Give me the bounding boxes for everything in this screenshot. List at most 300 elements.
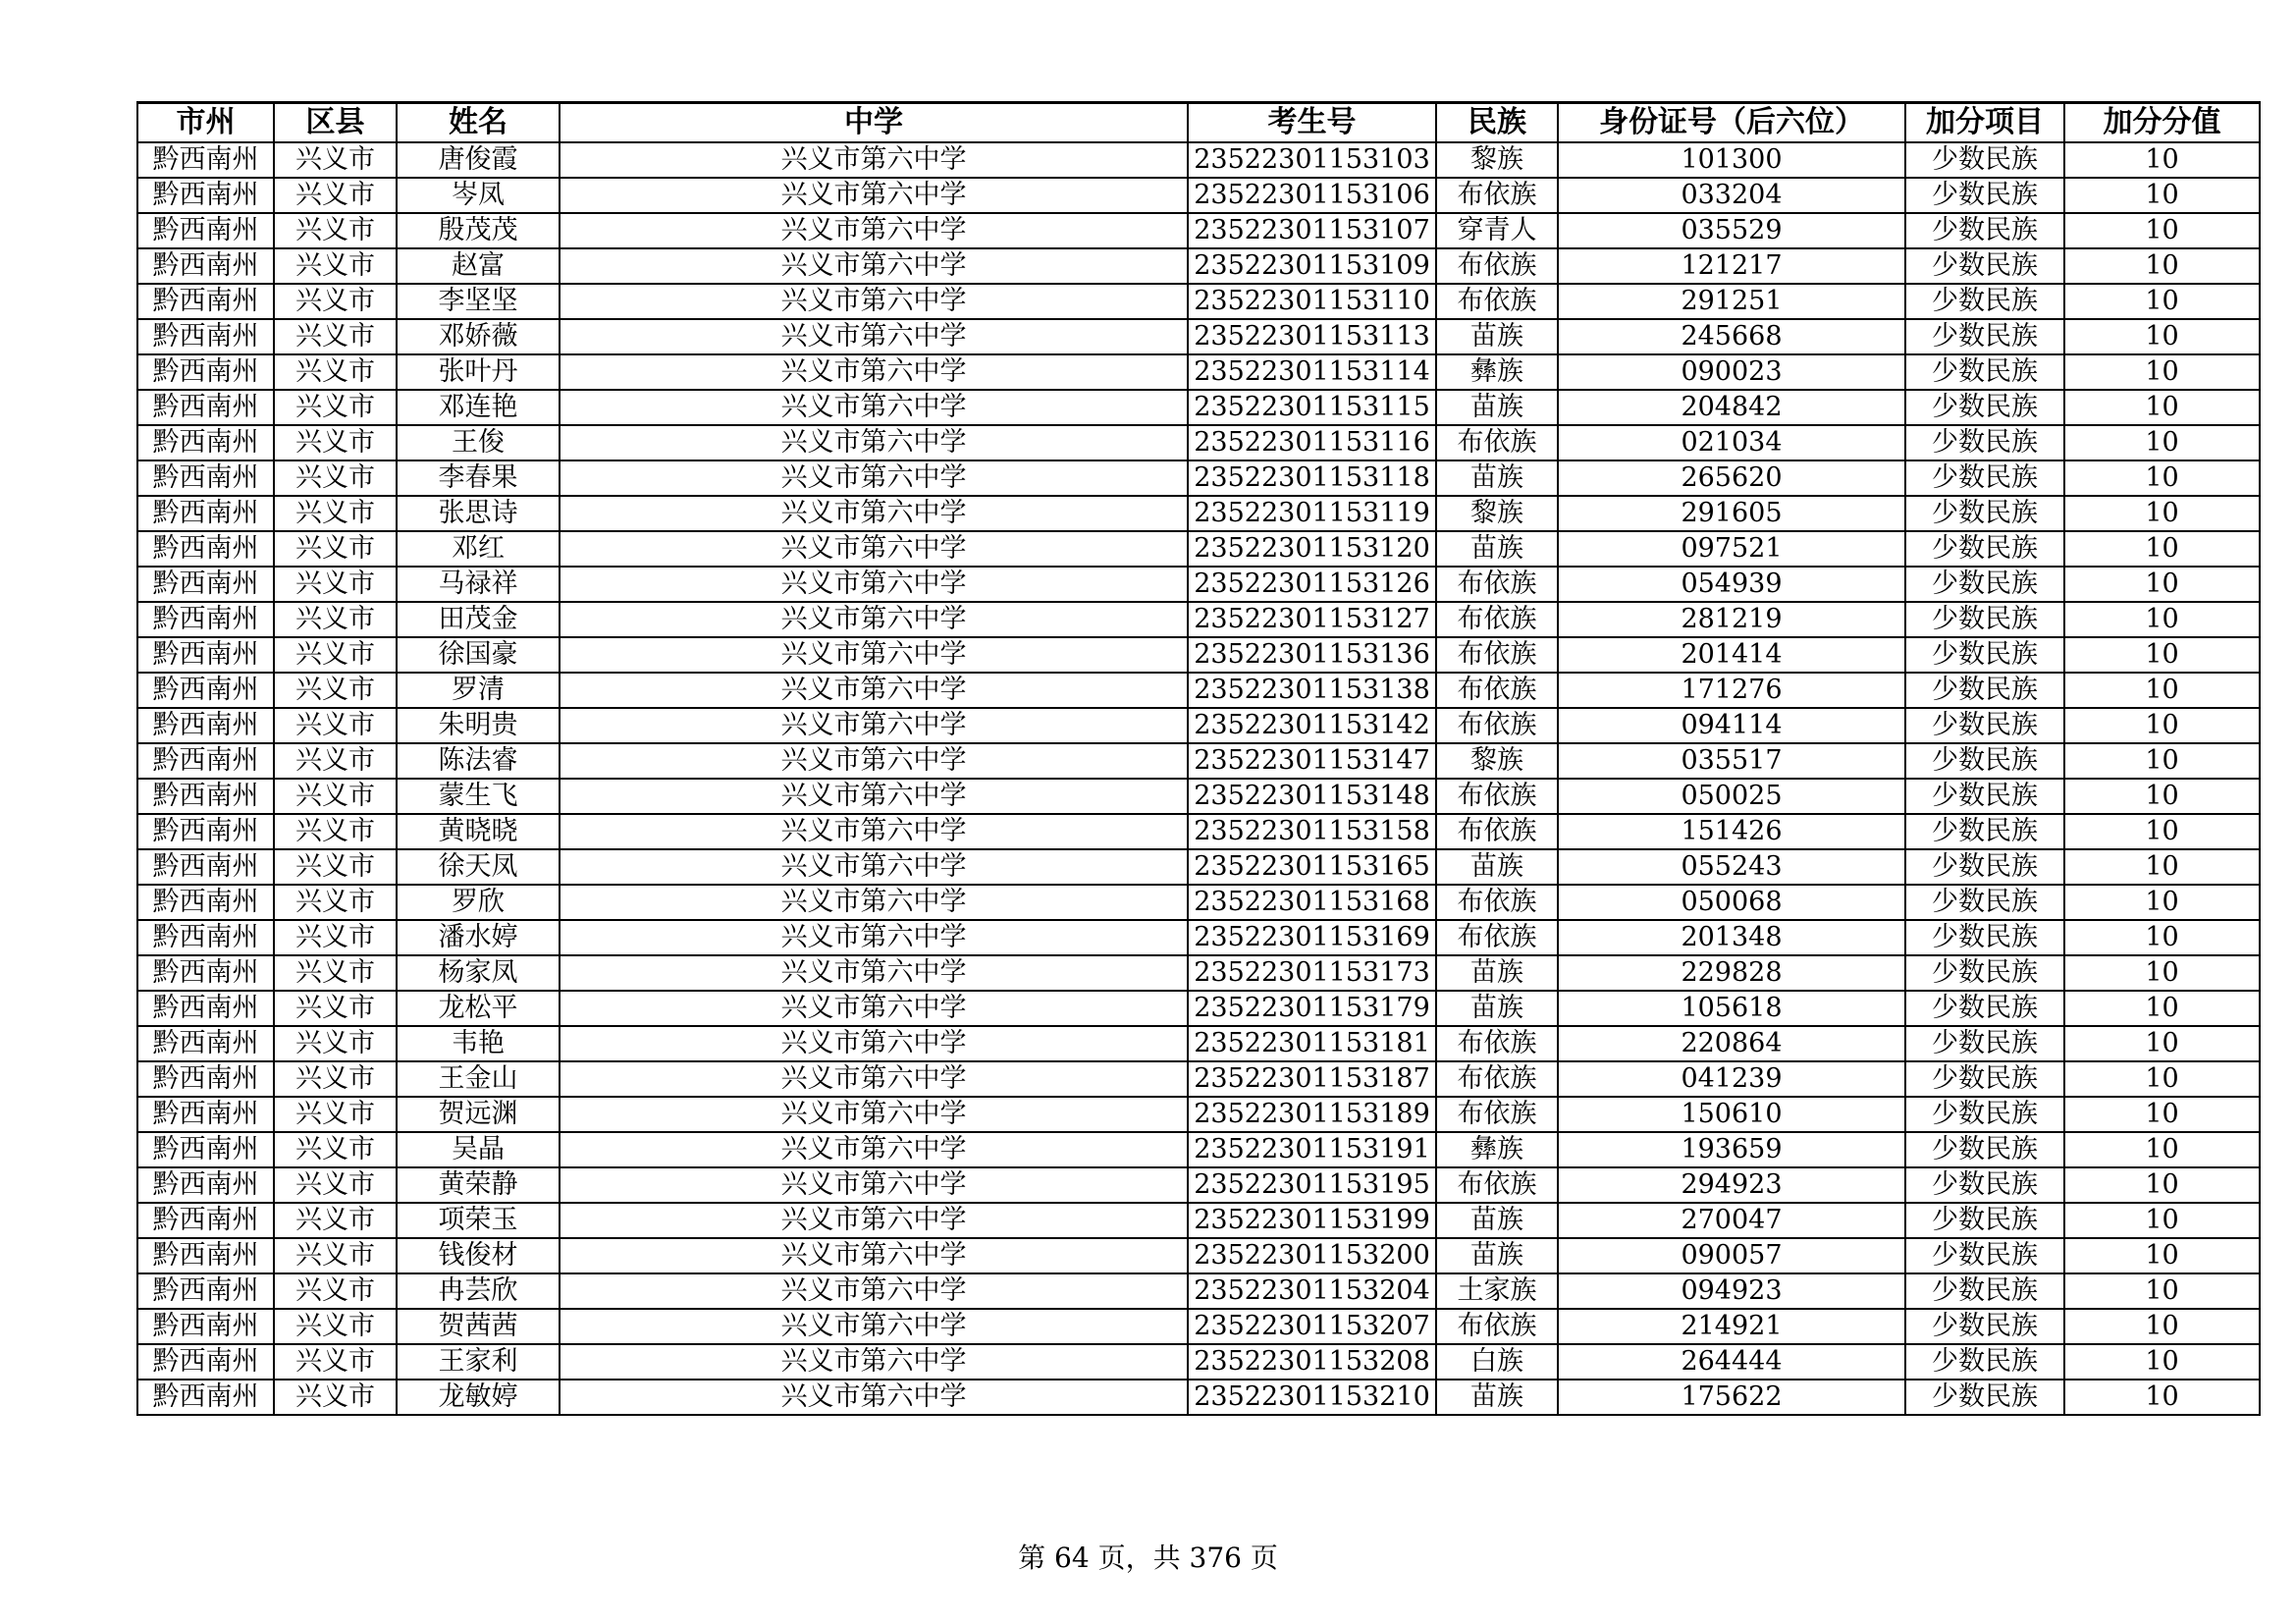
cell-county: 兴义市 [274,885,397,920]
cell-bonus-item: 少数民族 [1905,1238,2064,1273]
header-school: 中学 [560,103,1188,143]
cell-bonus-value: 10 [2064,743,2260,779]
cell-school: 兴义市第六中学 [560,390,1188,425]
cell-school: 兴义市第六中学 [560,1238,1188,1273]
cell-bonus-item: 少数民族 [1905,1167,2064,1203]
cell-bonus-value: 10 [2064,425,2260,460]
cell-exam-number: 23522301153127 [1188,602,1436,637]
cell-city: 黔西南州 [137,991,274,1026]
cell-id-last-six: 204842 [1558,390,1905,425]
cell-name: 冉芸欣 [397,1273,560,1309]
cell-city: 黔西南州 [137,354,274,390]
cell-city: 黔西南州 [137,1097,274,1132]
cell-id-last-six: 055243 [1558,849,1905,885]
cell-county: 兴义市 [274,602,397,637]
cell-bonus-item: 少数民族 [1905,531,2064,567]
cell-name: 罗欣 [397,885,560,920]
footer-prefix: 第 [1018,1542,1055,1574]
cell-bonus-item: 少数民族 [1905,1309,2064,1344]
cell-name: 唐俊霞 [397,142,560,178]
table-row [137,142,2260,178]
cell-name: 韦艳 [397,1026,560,1061]
cell-city: 黔西南州 [137,284,274,319]
cell-county: 兴义市 [274,1273,397,1309]
cell-bonus-value: 10 [2064,496,2260,531]
cell-name: 黄荣静 [397,1167,560,1203]
cell-county: 兴义市 [274,779,397,814]
cell-bonus-item: 少数民族 [1905,425,2064,460]
cell-city: 黔西南州 [137,425,274,460]
cell-id-last-six: 201414 [1558,637,1905,673]
cell-bonus-item: 少数民族 [1905,849,2064,885]
cell-bonus-item: 少数民族 [1905,354,2064,390]
header-ethnicity: 民族 [1436,103,1558,143]
cell-exam-number: 23522301153107 [1188,213,1436,248]
cell-county: 兴义市 [274,284,397,319]
cell-ethnicity: 穿青人 [1436,213,1558,248]
cell-ethnicity: 白族 [1436,1344,1558,1380]
cell-city: 黔西南州 [137,814,274,849]
cell-name: 徐国豪 [397,637,560,673]
cell-bonus-item: 少数民族 [1905,1380,2064,1415]
table-row [137,1380,2260,1415]
cell-bonus-value: 10 [2064,779,2260,814]
header-bonus-value: 加分分值 [2064,103,2260,143]
cell-bonus-item: 少数民族 [1905,248,2064,284]
table-row [137,779,2260,814]
cell-exam-number: 23522301153189 [1188,1097,1436,1132]
table-row [137,814,2260,849]
cell-bonus-item: 少数民族 [1905,1132,2064,1167]
cell-exam-number: 23522301153118 [1188,460,1436,496]
cell-bonus-item: 少数民族 [1905,1344,2064,1380]
cell-name: 陈法睿 [397,743,560,779]
cell-id-last-six: 151426 [1558,814,1905,849]
cell-exam-number: 23522301153113 [1188,319,1436,354]
table-row [137,991,2260,1026]
cell-exam-number: 23522301153109 [1188,248,1436,284]
cell-id-last-six: 220864 [1558,1026,1905,1061]
cell-school: 兴义市第六中学 [560,496,1188,531]
cell-exam-number: 23522301153179 [1188,991,1436,1026]
table-header [137,103,2260,143]
cell-exam-number: 23522301153195 [1188,1167,1436,1203]
cell-exam-number: 23522301153110 [1188,284,1436,319]
cell-school: 兴义市第六中学 [560,425,1188,460]
cell-county: 兴义市 [274,1203,397,1238]
cell-bonus-item: 少数民族 [1905,637,2064,673]
table-row [137,1238,2260,1273]
cell-name: 王俊 [397,425,560,460]
table-row [137,425,2260,460]
cell-ethnicity: 布依族 [1436,814,1558,849]
cell-city: 黔西南州 [137,1203,274,1238]
table-row [137,708,2260,743]
cell-exam-number: 23522301153208 [1188,1344,1436,1380]
cell-bonus-value: 10 [2064,531,2260,567]
cell-school: 兴义市第六中学 [560,637,1188,673]
cell-ethnicity: 布依族 [1436,178,1558,213]
cell-id-last-six: 291251 [1558,284,1905,319]
cell-city: 黔西南州 [137,319,274,354]
cell-id-last-six: 294923 [1558,1167,1905,1203]
cell-school: 兴义市第六中学 [560,354,1188,390]
cell-school: 兴义市第六中学 [560,1061,1188,1097]
cell-county: 兴义市 [274,425,397,460]
cell-bonus-value: 10 [2064,1026,2260,1061]
cell-bonus-item: 少数民族 [1905,284,2064,319]
table-body [137,142,2260,1415]
cell-ethnicity: 布依族 [1436,885,1558,920]
cell-id-last-six: 050068 [1558,885,1905,920]
cell-exam-number: 23522301153136 [1188,637,1436,673]
cell-school: 兴义市第六中学 [560,743,1188,779]
cell-school: 兴义市第六中学 [560,567,1188,602]
table-row [137,1344,2260,1380]
cell-ethnicity: 苗族 [1436,460,1558,496]
cell-bonus-value: 10 [2064,1061,2260,1097]
cell-ethnicity: 彝族 [1436,354,1558,390]
cell-bonus-value: 10 [2064,1344,2260,1380]
cell-exam-number: 23522301153191 [1188,1132,1436,1167]
cell-school: 兴义市第六中学 [560,248,1188,284]
cell-bonus-item: 少数民族 [1905,708,2064,743]
cell-school: 兴义市第六中学 [560,1026,1188,1061]
cell-school: 兴义市第六中学 [560,779,1188,814]
cell-bonus-item: 少数民族 [1905,814,2064,849]
header-county: 区县 [274,103,397,143]
cell-county: 兴义市 [274,1061,397,1097]
header-name: 姓名 [397,103,560,143]
table-row [137,1132,2260,1167]
cell-ethnicity: 布依族 [1436,425,1558,460]
cell-city: 黔西南州 [137,567,274,602]
cell-bonus-item: 少数民族 [1905,1026,2064,1061]
cell-bonus-item: 少数民族 [1905,885,2064,920]
cell-school: 兴义市第六中学 [560,849,1188,885]
cell-id-last-six: 150610 [1558,1097,1905,1132]
cell-ethnicity: 布依族 [1436,1061,1558,1097]
cell-id-last-six: 050025 [1558,779,1905,814]
cell-name: 邓连艳 [397,390,560,425]
cell-bonus-value: 10 [2064,955,2260,991]
cell-id-last-six: 291605 [1558,496,1905,531]
table-row [137,1097,2260,1132]
cell-city: 黔西南州 [137,743,274,779]
cell-bonus-item: 少数民族 [1905,955,2064,991]
cell-school: 兴义市第六中学 [560,885,1188,920]
cell-ethnicity: 布依族 [1436,673,1558,708]
cell-id-last-six: 171276 [1558,673,1905,708]
cell-bonus-item: 少数民族 [1905,1061,2064,1097]
cell-ethnicity: 土家族 [1436,1273,1558,1309]
cell-exam-number: 23522301153120 [1188,531,1436,567]
cell-ethnicity: 布依族 [1436,248,1558,284]
cell-bonus-item: 少数民族 [1905,319,2064,354]
cell-county: 兴义市 [274,531,397,567]
cell-id-last-six: 090023 [1558,354,1905,390]
cell-exam-number: 23522301153148 [1188,779,1436,814]
cell-city: 黔西南州 [137,849,274,885]
cell-name: 项荣玉 [397,1203,560,1238]
cell-ethnicity: 黎族 [1436,142,1558,178]
cell-county: 兴义市 [274,708,397,743]
cell-county: 兴义市 [274,1380,397,1415]
cell-exam-number: 23522301153103 [1188,142,1436,178]
table-row [137,213,2260,248]
cell-id-last-six: 105618 [1558,991,1905,1026]
cell-bonus-item: 少数民族 [1905,1273,2064,1309]
cell-city: 黔西南州 [137,213,274,248]
cell-school: 兴义市第六中学 [560,1132,1188,1167]
cell-school: 兴义市第六中学 [560,814,1188,849]
cell-id-last-six: 270047 [1558,1203,1905,1238]
cell-city: 黔西南州 [137,1273,274,1309]
cell-bonus-value: 10 [2064,1238,2260,1273]
cell-ethnicity: 布依族 [1436,567,1558,602]
cell-ethnicity: 苗族 [1436,531,1558,567]
cell-school: 兴义市第六中学 [560,673,1188,708]
cell-ethnicity: 布依族 [1436,708,1558,743]
cell-name: 李春果 [397,460,560,496]
header-city: 市州 [137,103,274,143]
cell-name: 黄晓晓 [397,814,560,849]
table-row [137,354,2260,390]
cell-county: 兴义市 [274,955,397,991]
header-id-last-six: 身份证号（后六位） [1558,103,1905,143]
cell-city: 黔西南州 [137,1309,274,1344]
cell-exam-number: 23522301153181 [1188,1026,1436,1061]
cell-bonus-value: 10 [2064,142,2260,178]
cell-name: 邓娇薇 [397,319,560,354]
footer-page-number: 64 [1054,1542,1090,1574]
cell-bonus-value: 10 [2064,673,2260,708]
cell-id-last-six: 121217 [1558,248,1905,284]
cell-exam-number: 23522301153165 [1188,849,1436,885]
cell-county: 兴义市 [274,460,397,496]
cell-county: 兴义市 [274,1097,397,1132]
cell-exam-number: 23522301153168 [1188,885,1436,920]
cell-city: 黔西南州 [137,955,274,991]
cell-name: 杨家凤 [397,955,560,991]
cell-county: 兴义市 [274,673,397,708]
cell-name: 岑凤 [397,178,560,213]
cell-name: 徐天凤 [397,849,560,885]
cell-city: 黔西南州 [137,920,274,955]
cell-county: 兴义市 [274,1238,397,1273]
cell-name: 吴晶 [397,1132,560,1167]
cell-name: 田茂金 [397,602,560,637]
cell-bonus-value: 10 [2064,637,2260,673]
page-footer [0,1537,2296,1576]
cell-name: 赵富 [397,248,560,284]
cell-id-last-six: 229828 [1558,955,1905,991]
cell-bonus-value: 10 [2064,1309,2260,1344]
table-row [137,567,2260,602]
cell-city: 黔西南州 [137,602,274,637]
cell-bonus-value: 10 [2064,248,2260,284]
cell-bonus-value: 10 [2064,213,2260,248]
cell-ethnicity: 布依族 [1436,1026,1558,1061]
cell-exam-number: 23522301153200 [1188,1238,1436,1273]
table-row [137,637,2260,673]
cell-county: 兴义市 [274,496,397,531]
cell-school: 兴义市第六中学 [560,1097,1188,1132]
table-row [137,1061,2260,1097]
cell-bonus-value: 10 [2064,920,2260,955]
cell-school: 兴义市第六中学 [560,460,1188,496]
cell-name: 贺茜茜 [397,1309,560,1344]
header-bonus-item: 加分项目 [1905,103,2064,143]
cell-id-last-six: 094114 [1558,708,1905,743]
cell-exam-number: 23522301153116 [1188,425,1436,460]
cell-id-last-six: 193659 [1558,1132,1905,1167]
cell-bonus-value: 10 [2064,390,2260,425]
cell-county: 兴义市 [274,1309,397,1344]
cell-exam-number: 23522301153138 [1188,673,1436,708]
table-row [137,955,2260,991]
table-row [137,496,2260,531]
cell-school: 兴义市第六中学 [560,1309,1188,1344]
cell-county: 兴义市 [274,637,397,673]
cell-exam-number: 23522301153187 [1188,1061,1436,1097]
bonus-points-table [136,101,2261,1416]
cell-ethnicity: 黎族 [1436,743,1558,779]
cell-id-last-six: 033204 [1558,178,1905,213]
cell-name: 张思诗 [397,496,560,531]
header-exam-number: 考生号 [1188,103,1436,143]
footer-total-pages: 376 [1189,1542,1242,1574]
cell-county: 兴义市 [274,248,397,284]
cell-id-last-six: 214921 [1558,1309,1905,1344]
cell-name: 蒙生飞 [397,779,560,814]
cell-bonus-item: 少数民族 [1905,142,2064,178]
cell-name: 钱俊材 [397,1238,560,1273]
cell-id-last-six: 281219 [1558,602,1905,637]
cell-id-last-six: 097521 [1558,531,1905,567]
cell-id-last-six: 175622 [1558,1380,1905,1415]
cell-city: 黔西南州 [137,142,274,178]
table-row [137,920,2260,955]
cell-bonus-item: 少数民族 [1905,1203,2064,1238]
cell-county: 兴义市 [274,849,397,885]
table-row [137,849,2260,885]
cell-ethnicity: 布依族 [1436,1309,1558,1344]
cell-school: 兴义市第六中学 [560,1273,1188,1309]
cell-exam-number: 23522301153114 [1188,354,1436,390]
cell-bonus-value: 10 [2064,885,2260,920]
cell-bonus-value: 10 [2064,1203,2260,1238]
cell-county: 兴义市 [274,1344,397,1380]
cell-school: 兴义市第六中学 [560,142,1188,178]
cell-ethnicity: 苗族 [1436,390,1558,425]
cell-county: 兴义市 [274,213,397,248]
cell-bonus-value: 10 [2064,849,2260,885]
cell-name: 龙敏婷 [397,1380,560,1415]
cell-name: 罗清 [397,673,560,708]
cell-county: 兴义市 [274,354,397,390]
cell-bonus-item: 少数民族 [1905,213,2064,248]
cell-county: 兴义市 [274,920,397,955]
cell-bonus-item: 少数民族 [1905,567,2064,602]
cell-id-last-six: 094923 [1558,1273,1905,1309]
cell-bonus-value: 10 [2064,708,2260,743]
cell-ethnicity: 布依族 [1436,602,1558,637]
cell-school: 兴义市第六中学 [560,708,1188,743]
cell-name: 朱明贵 [397,708,560,743]
table-row [137,743,2260,779]
cell-name: 龙松平 [397,991,560,1026]
cell-city: 黔西南州 [137,390,274,425]
cell-name: 贺远渊 [397,1097,560,1132]
cell-name: 李坚坚 [397,284,560,319]
cell-county: 兴义市 [274,319,397,354]
cell-school: 兴义市第六中学 [560,531,1188,567]
cell-ethnicity: 布依族 [1436,920,1558,955]
cell-school: 兴义市第六中学 [560,1344,1188,1380]
table-row [137,1203,2260,1238]
table-row [137,1026,2260,1061]
cell-city: 黔西南州 [137,248,274,284]
cell-city: 黔西南州 [137,1167,274,1203]
cell-exam-number: 23522301153199 [1188,1203,1436,1238]
cell-name: 马禄祥 [397,567,560,602]
cell-exam-number: 23522301153126 [1188,567,1436,602]
cell-name: 邓红 [397,531,560,567]
cell-id-last-six: 041239 [1558,1061,1905,1097]
cell-bonus-value: 10 [2064,602,2260,637]
cell-ethnicity: 布依族 [1436,284,1558,319]
cell-bonus-value: 10 [2064,1097,2260,1132]
table-row [137,673,2260,708]
cell-city: 黔西南州 [137,673,274,708]
table-row [137,1273,2260,1309]
cell-city: 黔西南州 [137,885,274,920]
table-row [137,390,2260,425]
cell-city: 黔西南州 [137,779,274,814]
cell-bonus-item: 少数民族 [1905,602,2064,637]
table-row [137,531,2260,567]
cell-county: 兴义市 [274,390,397,425]
cell-exam-number: 23522301153158 [1188,814,1436,849]
cell-city: 黔西南州 [137,1380,274,1415]
cell-school: 兴义市第六中学 [560,319,1188,354]
cell-county: 兴义市 [274,814,397,849]
cell-ethnicity: 苗族 [1436,319,1558,354]
cell-exam-number: 23522301153169 [1188,920,1436,955]
cell-exam-number: 23522301153119 [1188,496,1436,531]
footer-middle: 页，共 [1089,1542,1190,1574]
cell-ethnicity: 黎族 [1436,496,1558,531]
cell-name: 殷茂茂 [397,213,560,248]
footer-suffix: 页 [1241,1542,1278,1574]
cell-county: 兴义市 [274,1132,397,1167]
header-row [137,103,2260,143]
cell-bonus-value: 10 [2064,1132,2260,1167]
cell-city: 黔西南州 [137,1238,274,1273]
cell-id-last-six: 245668 [1558,319,1905,354]
cell-city: 黔西南州 [137,178,274,213]
table-row [137,284,2260,319]
cell-ethnicity: 布依族 [1436,637,1558,673]
cell-ethnicity: 苗族 [1436,1380,1558,1415]
cell-city: 黔西南州 [137,1132,274,1167]
cell-exam-number: 23522301153173 [1188,955,1436,991]
cell-id-last-six: 054939 [1558,567,1905,602]
cell-ethnicity: 苗族 [1436,849,1558,885]
cell-city: 黔西南州 [137,460,274,496]
cell-bonus-item: 少数民族 [1905,779,2064,814]
